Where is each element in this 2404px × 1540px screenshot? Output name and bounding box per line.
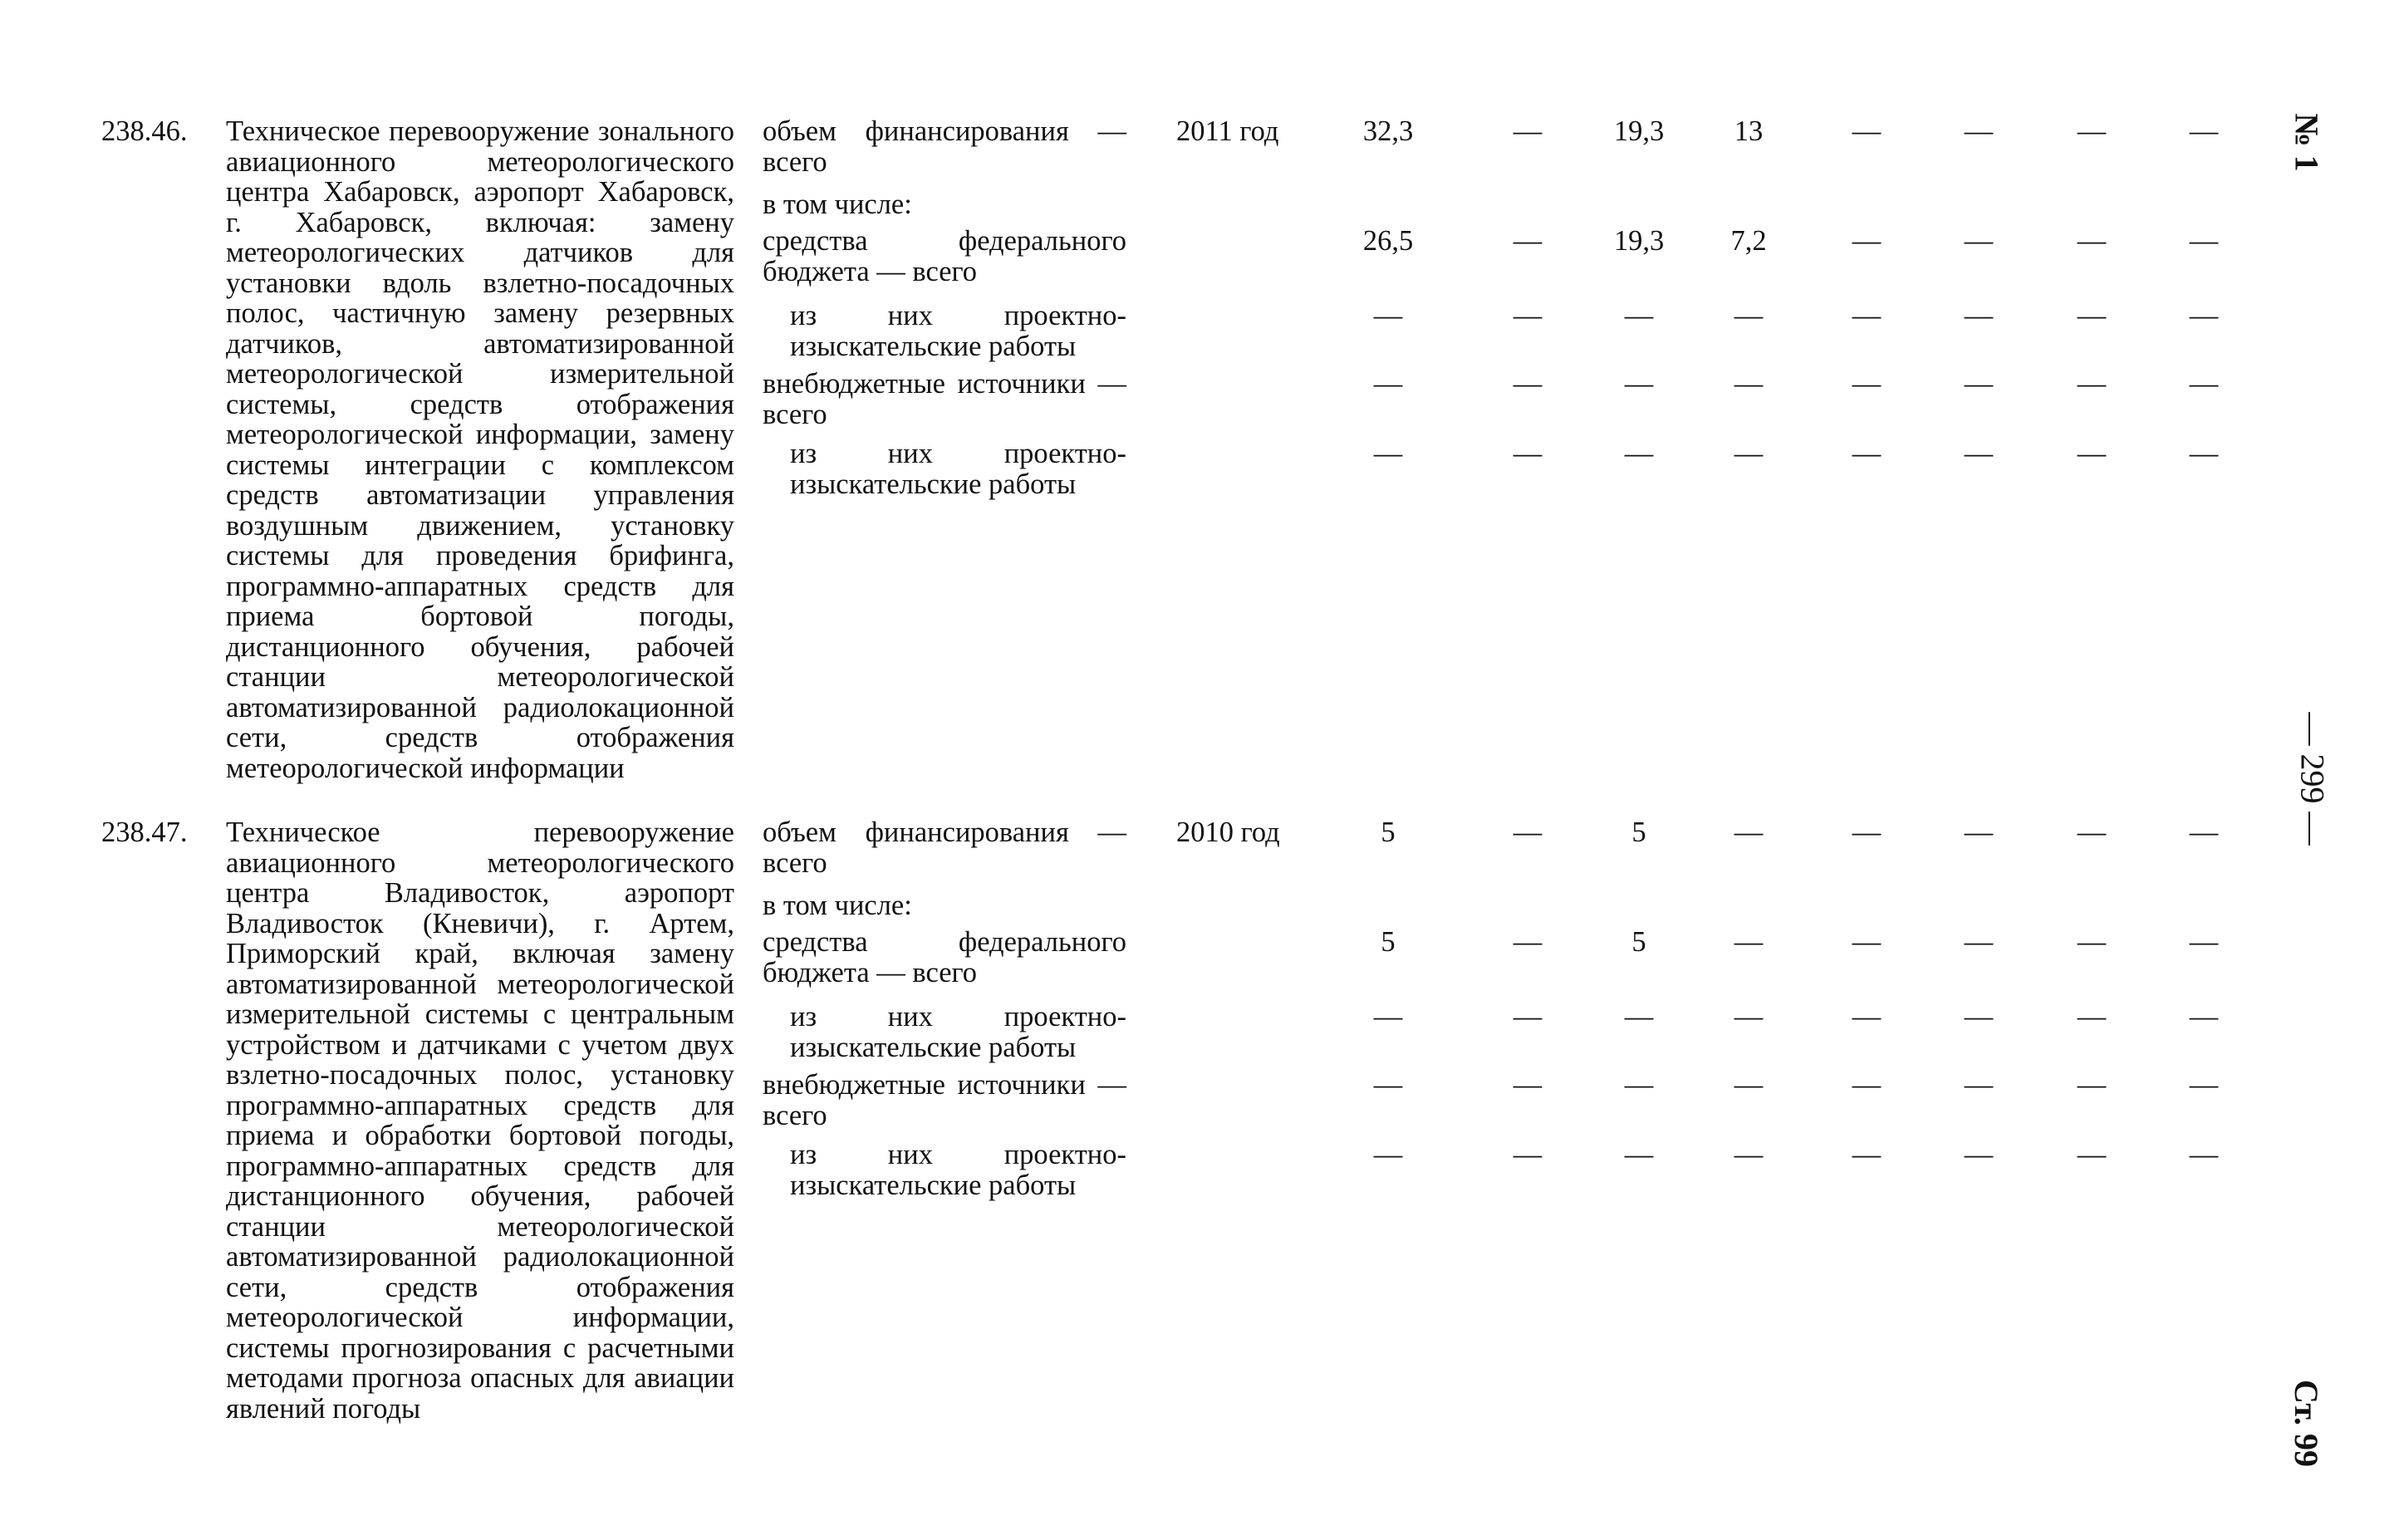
row-label: внебюджетные источники — всего [763, 1069, 1126, 1131]
row-label: из них проектно-изыскательские работы [790, 1139, 1126, 1201]
article-number: Ст. 99 [2288, 1380, 2325, 1467]
table-cell: — [1513, 368, 1543, 400]
table-cell: 7,2 [1730, 225, 1767, 257]
table-cell: — [1373, 1139, 1403, 1170]
table-cell: — [1624, 1069, 1654, 1101]
table-cell: — [1734, 300, 1764, 331]
table-cell: — [1373, 1069, 1403, 1101]
table-cell: — [2077, 300, 2107, 331]
table-cell: — [1624, 1139, 1654, 1170]
table-cell: — [1513, 926, 1543, 958]
table-cell: — [1852, 225, 1881, 257]
table-cell: — [1734, 438, 1764, 469]
table-cell: — [1624, 300, 1654, 331]
table-cell: — [1624, 1001, 1654, 1032]
table-cell: — [1373, 438, 1403, 469]
row-label: из них проектно-изыскательские работы [790, 1001, 1126, 1063]
table-cell: — [1964, 926, 1994, 958]
table-cell: — [1964, 1001, 1994, 1032]
entry-description: Техническое перевооружение зонального авиационного метеорологического центра Хабаровск, аэропорт Хабаровск, г. Хабаровск, включая: замену метеорологических датчиков для установки вдоль взлетно-посадочных полос, частичную замену резервных датчиков, автоматизированной метеорологической измерительной системы, средств отображения метеорологической информации, замену системы интеграции с комплексом средств автоматизации управления воздушным движением, установку системы для проведения брифинга, программно-аппаратных средств для приема бортовой погоды, дистанционного обучения, рабочей станции метеорологической автоматизированной радиолокационной сети, средств отображения метеорологической информации [226, 115, 734, 784]
table-cell: — [1852, 1139, 1881, 1170]
table-cell: — [2189, 438, 2219, 469]
table-cell: — [2077, 926, 2107, 958]
table-cell: 32,3 [1362, 115, 1414, 147]
table-cell: — [2189, 817, 2219, 848]
row-label: внебюджетные источники — всего [763, 368, 1126, 430]
table-cell: — [2189, 1069, 2219, 1101]
table-cell: — [1513, 1139, 1543, 1170]
table-cell: — [1734, 926, 1764, 958]
table-cell: 5 [1381, 817, 1396, 848]
row-label: в том числе: [763, 189, 912, 220]
table-cell: — [2189, 1139, 2219, 1170]
table-cell: — [2077, 225, 2107, 257]
table-cell: — [2077, 438, 2107, 469]
table-cell: — [2189, 368, 2219, 400]
table-cell: — [1964, 817, 1994, 848]
table-cell: — [1964, 300, 1994, 331]
entry-year: 2011 год [1176, 115, 1279, 147]
row-label: средства федерального бюджета — всего [763, 225, 1126, 287]
row-label: в том числе: [763, 890, 912, 921]
entry-year: 2010 год [1176, 817, 1280, 848]
table-cell: — [2077, 1139, 2107, 1170]
table-cell: — [1734, 368, 1764, 400]
table-cell: — [1964, 115, 1994, 147]
entry-description: Техническое перевооружение авиационного метеорологического центра Владивосток, аэропорт Владивосток (Кневичи), г. Артем, Приморский край, включая замену автоматизированной метеорологической измерительной системы с центральным устройством и датчиками с учетом двух взлетно-посадочных полос, установку программно-аппаратных средств для приема и обработки бортовой погоды, программно-аппаратных средств для дистанционного обучения, рабочей станции метеорологической автоматизированной радиолокационной сети, средств отображения метеорологической информации, системы прогнозирования с расчетными методами прогноза опасных для авиации явлений погоды [226, 817, 734, 1425]
table-cell: — [1852, 1069, 1881, 1101]
table-cell: — [2189, 926, 2219, 958]
table-cell: — [2077, 115, 2107, 147]
table-cell: — [1852, 438, 1881, 469]
page-number: — 299 — [2294, 712, 2332, 846]
table-cell: — [1852, 115, 1881, 147]
table-cell: — [1513, 817, 1543, 848]
table-cell: — [1513, 1069, 1543, 1101]
table-cell: — [1852, 817, 1881, 848]
table-cell: — [1964, 1139, 1994, 1170]
table-cell: 19,3 [1613, 115, 1665, 147]
table-cell: — [2189, 300, 2219, 331]
table-cell: — [1734, 1069, 1764, 1101]
entry-number: 238.47. [101, 817, 188, 848]
table-cell: — [1852, 1001, 1881, 1032]
table-cell: 5 [1631, 817, 1646, 848]
table-cell: — [1513, 225, 1543, 257]
table-cell: — [1373, 300, 1403, 331]
table-cell: — [1852, 300, 1881, 331]
table-cell: — [1373, 1001, 1403, 1032]
row-label: объем финансирования — всего [763, 817, 1126, 879]
table-cell: — [1624, 438, 1654, 469]
table-cell: — [1513, 438, 1543, 469]
table-cell: — [2077, 817, 2107, 848]
table-cell: 13 [1734, 115, 1764, 147]
table-cell: 26,5 [1362, 225, 1414, 257]
table-cell: — [1513, 115, 1543, 147]
table-cell: — [2189, 115, 2219, 147]
table-cell: — [1964, 1069, 1994, 1101]
table-cell: — [1624, 368, 1654, 400]
table-cell: — [1734, 1139, 1764, 1170]
table-cell: — [1964, 438, 1994, 469]
table-cell: 5 [1631, 926, 1646, 958]
table-cell: — [1513, 1001, 1543, 1032]
table-cell: — [2077, 1069, 2107, 1101]
row-label: из них проектно-изыскательские работы [790, 438, 1126, 500]
table-cell: — [1852, 368, 1881, 400]
table-cell: — [1513, 300, 1543, 331]
table-cell: — [1734, 1001, 1764, 1032]
table-cell: — [2189, 225, 2219, 257]
table-cell: — [1373, 368, 1403, 400]
row-label: средства федерального бюджета — всего [763, 926, 1126, 988]
table-cell: — [2189, 1001, 2219, 1032]
issue-number: № 1 [2288, 113, 2326, 172]
row-label: из них проектно-изыскательские работы [790, 300, 1126, 362]
table-cell: 19,3 [1613, 225, 1665, 257]
row-label: объем финансирования — всего [763, 115, 1126, 178]
table-cell: — [1964, 225, 1994, 257]
table-cell: — [1734, 817, 1764, 848]
table-cell: — [2077, 368, 2107, 400]
table-cell: — [1964, 368, 1994, 400]
table-cell: 5 [1381, 926, 1396, 958]
table-cell: — [1852, 926, 1881, 958]
table-cell: — [2077, 1001, 2107, 1032]
entry-number: 238.46. [101, 115, 188, 147]
